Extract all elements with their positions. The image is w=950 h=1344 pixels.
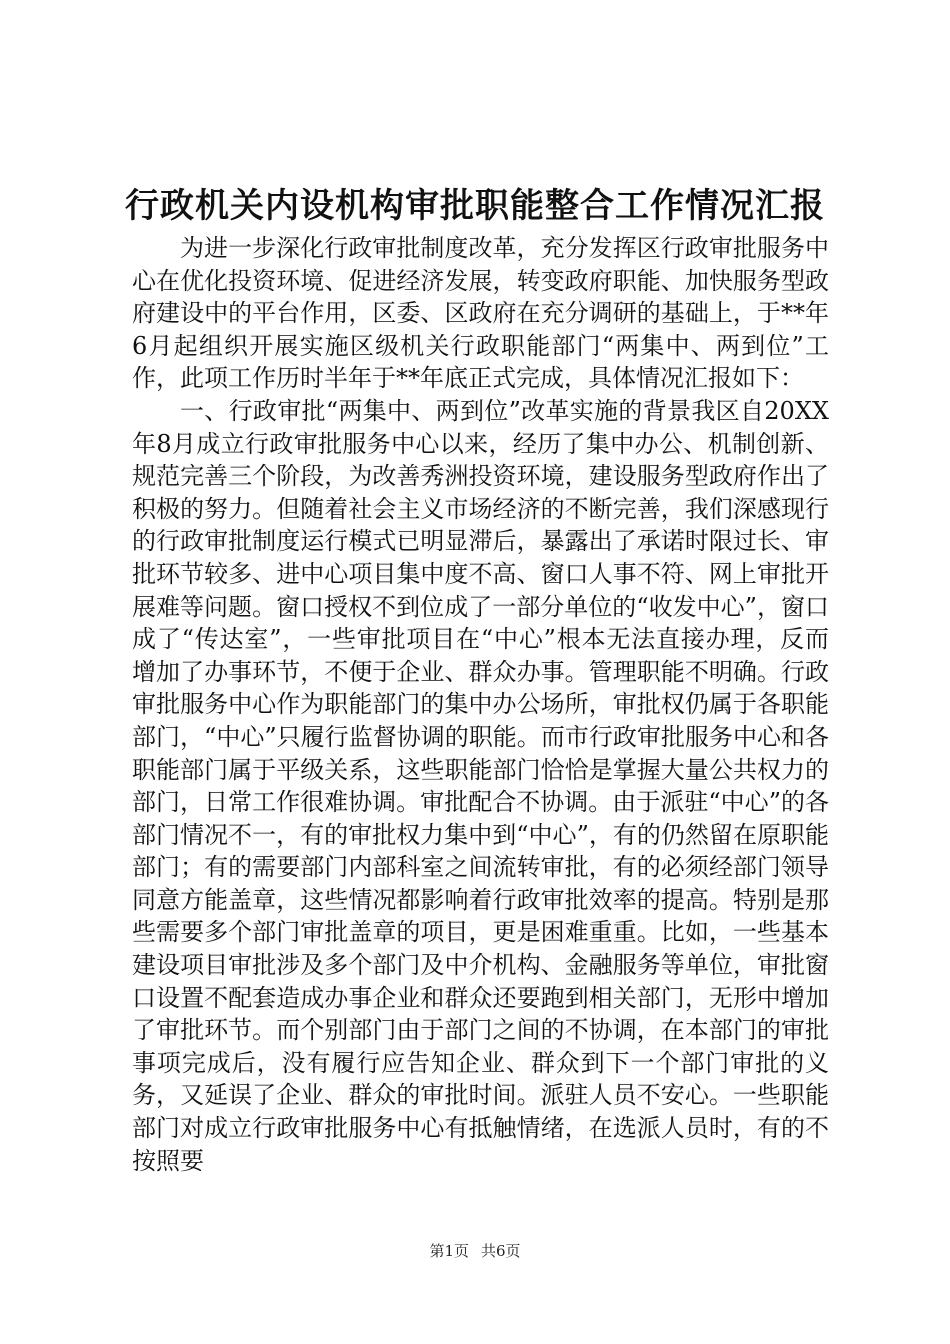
document-body	[132, 232, 829, 1177]
body-paragraph-intro: 为进一步深化行政审批制度改革，充分发挥区行政审批服务中心在优化投资环境、促进经济发展，转变政府职能、加快服务型政府建设中的平台作用，区委、区政府在充分调研的基础上，于**年6月起组织开展实施区级机关行政职能部门“两集中、两到位”工作，此项工作历时半年于**年底正式完成，具体情况汇报如下：	[132, 234, 829, 393]
page-number: 第1页	[429, 1242, 469, 1260]
document-title: 行政机关内设机构审批职能整合工作情况汇报	[125, 186, 825, 226]
body-paragraph-background: 一、行政审批“两集中、两到位”改革实施的背景我区自20XX年8月成立行政审批服务中心以来，经历了集中办公、机制创新、规范完善三个阶段，为改善秀洲投资环境，建设服务型政府作出了积极的努力。但随着社会主义市场经济的不断完善，我们深感现行的行政审批制度运行模式已明显滞后，暴露出了承诺时限过长、审批环节较多、进中心项目集中度不高、窗口人事不符、网上审批开展难等问题。窗口授权不到位成了一部分单位的“收发中心”，窗口成了“传达室”，一些审批项目在“中心”根本无法直接办理，反而增加了办事环节，不便于企业、群众办事。管理职能不明确。行政审批服务中心作为职能部门的集中办公场所，审批权仍属于各职能部门，“中心”只履行监督协调的职能。而市行政审批服务中心和各职能部门属于平级关系，这些职能部门恰恰是掌握大量公共权力的部门，日常工作很难协调。审批配合不协调。由于派驻“中心”的各部门情况不一，有的审批权力集中到“中心”，有的仍然留在原职能部门；有的需要部门内部科室之间流转审批，有的必须经部门领导同意方能盖章，这些情况都影响着行政审批效率的提高。特别是那些需要多个部门审批盖章的项目，更是困难重重。比如，一些基本建设项目审批涉及多个部门及中介机构、金融服务等单位，审批窗口设置不配套造成办事企业和群众还要跑到相关部门，无形中增加了审批环节。而个别部门由于部门之间的不协调，在本部门的审批事项完成后，没有履行应告知企业、群众到下一个部门审批的义务，又延误了企业、群众的审批时间。派驻人员不安心。一些职能部门对成立行政审批服务中心有抵触情绪，在选派人员时，有的不按照要	[132, 396, 829, 1175]
page-footer	[0, 1240, 950, 1262]
page-total: 共6页	[481, 1242, 521, 1260]
